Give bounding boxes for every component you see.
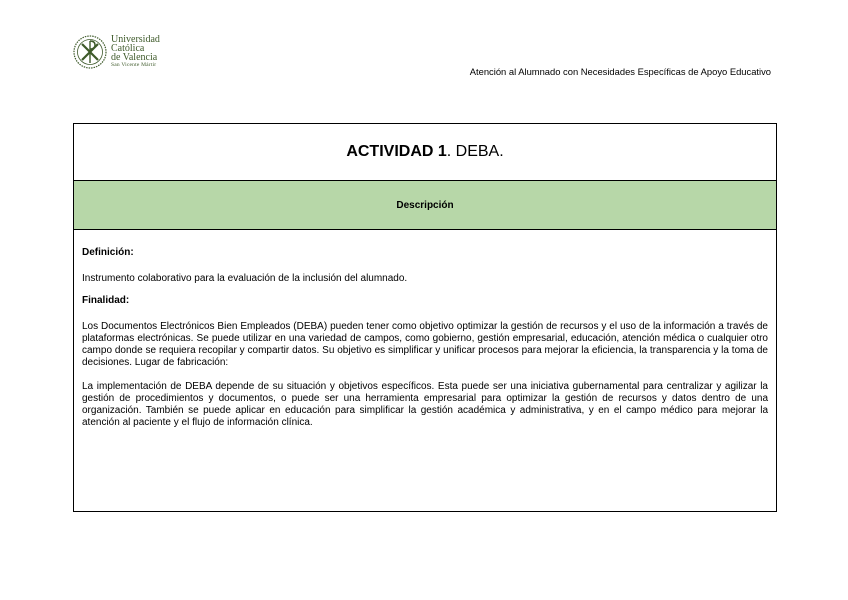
page-header-title: Atención al Alumnado con Necesidades Específicas de Apoyo Educativo: [469, 66, 771, 77]
activity-title-rest: . DEBA.: [446, 143, 504, 160]
purpose-heading: Finalidad:: [82, 295, 130, 306]
definition-heading: Definición:: [82, 247, 134, 258]
activity-content: [74, 230, 776, 429]
logo-line-4: San Vicente Mártir: [111, 62, 157, 68]
purpose-paragraph-2: La implementación de DEBA depende de su situación y objetivos específicos. Esta puede ser una iniciativa gubernamental para centralizar y agilizar la gestión de procedimientos y documentos, o puede ser una herramienta empresarial para optimizar la gestión de recursos y datos dentro de una organización. También se puede aplicar en educación para simplificar la gestión académica y administrativa, y en el campo médico para mejorar la atención al paciente y el flujo de información clínica.: [82, 381, 768, 428]
university-logo: [73, 35, 160, 69]
definition-text: Instrumento colaborativo para la evaluación de la inclusión del alumnado.: [82, 273, 408, 284]
description-header: Descripción: [74, 181, 776, 230]
logo-line-2: Católica: [111, 43, 145, 54]
activity-title: [74, 124, 776, 181]
university-name: [111, 35, 160, 69]
activity-title-bold: ACTIVIDAD 1: [346, 143, 447, 160]
logo-line-1: Universidad: [111, 34, 160, 45]
activity-frame: [73, 123, 777, 512]
purpose-paragraph-1: Los Documentos Electrónicos Bien Empleados (DEBA) pueden tener como objetivo optimizar la gestión de recursos y el uso de la información a través de plataformas electrónicas. Se puede utilizar en una variedad de campos, como gobierno, gestión empresarial, educación, atención médica o cualquier otro campo donde se requiera recopilar y compartir datos. Su objetivo es simplificar y unificar procesos para mejorar la eficiencia, la transparencia y la toma de decisiones. Lugar de fabricación:: [82, 321, 768, 368]
university-seal-icon: [73, 35, 107, 69]
logo-line-3: de Valencia: [111, 52, 158, 63]
